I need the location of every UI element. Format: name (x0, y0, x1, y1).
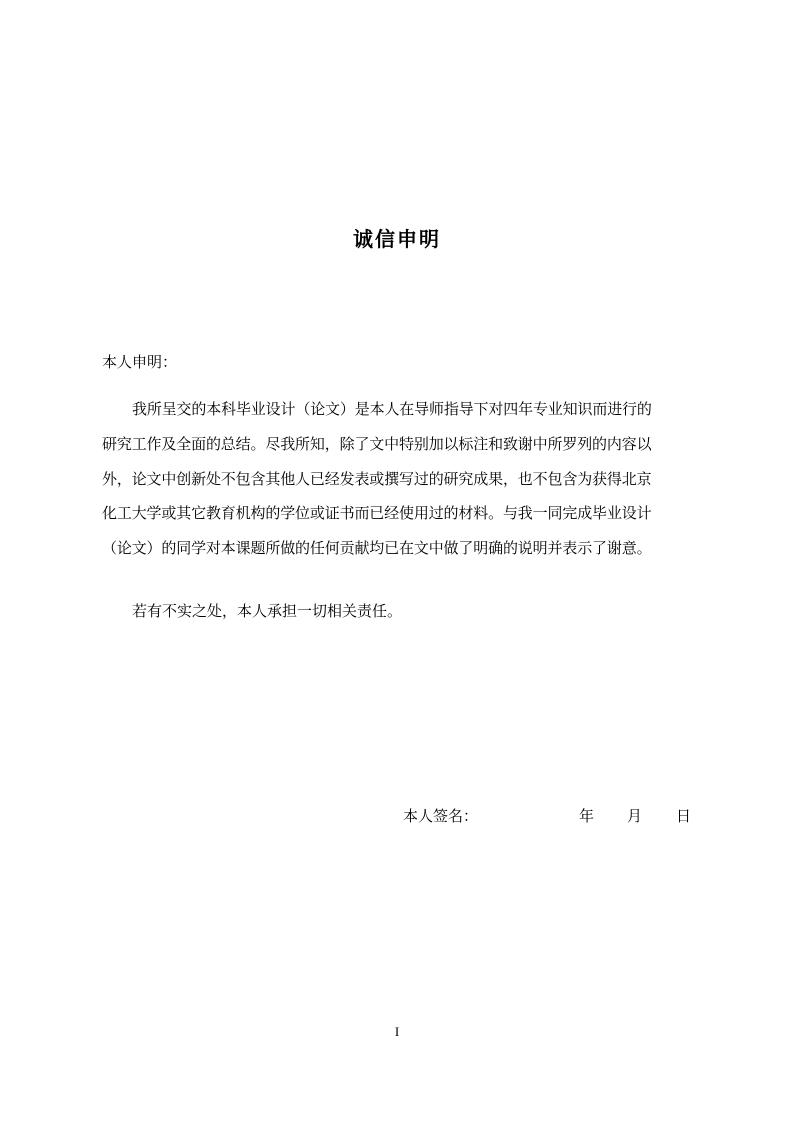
document-title: 诚信申明 (353, 227, 441, 251)
signature-day-label: 日 (676, 807, 692, 825)
responsibility-paragraph: 若有不实之处，本人承担一切相关责任。 (132, 602, 403, 620)
paragraph-line: 外，论文中创新处不包含其他人已经发表或撰写过的研究成果，也不包含为获得北京 (102, 469, 652, 488)
signature-label: 本人签名： (403, 807, 479, 825)
paragraph-line: 研究工作及全面的总结。尽我所知，除了文中特别加以标注和致谢中所罗列的内容以 (102, 434, 652, 453)
signature-month-label: 月 (627, 807, 643, 825)
paragraph-line: （论文）的同学对本课题所做的任何贡献均已在文中做了明确的说明并表示了谢意。 (102, 539, 652, 558)
paragraph-line: 化工大学或其它教育机构的学位或证书而已经使用过的材料。与我一同完成毕业设计 (102, 504, 652, 523)
signature-year-label: 年 (579, 807, 595, 825)
page-number: I (394, 1024, 400, 1039)
declaration-paragraph (102, 392, 694, 566)
paragraph-line: 我所呈交的本科毕业设计（论文）是本人在导师指导下对四年专业知识而进行的 (132, 400, 652, 418)
intro-text: 本人申明： (102, 353, 178, 371)
